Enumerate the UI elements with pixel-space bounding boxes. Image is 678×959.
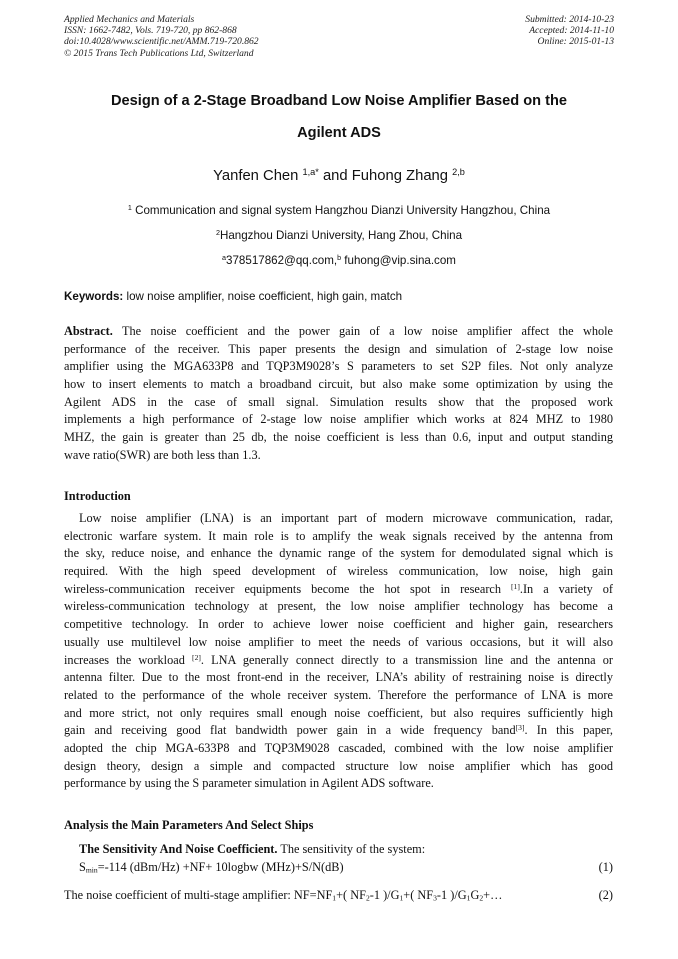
affiliation-text: Hangzhou Dianzi University, Hang Zhou, China	[219, 229, 463, 242]
paragraph-line: and more strict, not only requires small enough noise coefficient, but also requires sufficiently high	[64, 705, 613, 720]
email-link: 378517862@qq.com,	[226, 254, 338, 267]
paragraph-line: wireless-communication receiver equipments become the hot spot in research [1].In a variety of	[64, 581, 613, 596]
author-list	[40, 167, 638, 185]
paragraph-line: performance by using the S parameter simulation in Agilent ADS software.	[64, 776, 434, 791]
author-emails	[40, 254, 638, 268]
abstract-line: implements a high performance of 2-stage low noise amplifier which works at 824 MHZ to 1980	[64, 412, 613, 427]
journal-issn: ISSN: 1662-7482, Vols. 719-720, pp 862-868	[64, 25, 237, 37]
journal-doi: doi:10.4028/www.scientific.net/AMM.719-720.862	[64, 36, 259, 48]
submission-dates	[525, 14, 614, 48]
abstract-label: Abstract.	[64, 324, 113, 338]
keywords-text: low noise amplifier, noise coefficient, high gain, match	[123, 290, 403, 303]
abstract-line: Agilent ADS in the case of small signal. Simulation results show that the proposed work	[64, 394, 613, 409]
paragraph-line: the sky, reduce noise, and enhance the dynamic range of the system for demodulated signal which is	[64, 546, 613, 561]
equation-2: The noise coefficient of multi-stage amplifier: $NF=NF_1+$( $NF_2-1$ )$/G_1+$( $NF_3-1$ )$/G_1G_2+\dots$ (2)	[64, 888, 613, 903]
paragraph-line: competitive technology. In order to achieve lower noise coefficient and higher gain, researchers	[64, 617, 613, 632]
paper-title-line-2: Agilent ADS	[297, 125, 381, 141]
keywords-label: Keywords:	[64, 290, 124, 303]
journal-info	[64, 14, 259, 59]
equation-1: $S_{min}=-114$ (dBm/Hz) +NF+ 10logbw (MHz)+S/N(dB) (1)	[79, 860, 613, 875]
journal-name: Applied Mechanics and Materials	[64, 14, 195, 25]
abstract-line: wave ratio(SWR) are both less than 1.3.	[64, 447, 261, 462]
journal-copyright: © 2015 Trans Tech Publications Ltd, Switzerland	[64, 47, 254, 59]
email-link: fuhong@vip.sina.com	[341, 254, 456, 267]
paragraph-line: increases the workload [2]. LNA generally connect directly to a transmission line and the antenna or	[64, 652, 613, 667]
paragraph-line: Low noise amplifier (LNA) is an important part of modern microwave communication, radar,	[79, 511, 613, 525]
subsection-heading: The Sensitivity And Noise Coefficient.	[79, 842, 278, 856]
keywords	[64, 290, 402, 304]
affiliation-text: Communication and signal system Hangzhou Dianzi University Hangzhou, China	[131, 204, 551, 217]
abstract-line: MHZ, the gain is greater than 25 db, the noise coefficient is less than 0.6, input and output standing	[64, 430, 613, 445]
online-date: Online: 2015-01-13	[537, 36, 614, 48]
author-name: Fuhong Zhang	[351, 168, 449, 184]
section-heading-introduction: Introduction	[64, 489, 131, 503]
submitted-date: Submitted: 2014-10-23	[525, 14, 614, 25]
accepted-date: Accepted: 2014-11-10	[529, 25, 614, 37]
paragraph-line: required. With the high speed development of wireless communication, low noise, high gain	[64, 564, 613, 579]
paragraph-line: wireless-communication technology at present, the low noise amplifier technology has become a	[64, 599, 613, 614]
abstract-line: Abstract. The noise coefficient and the power gain of a low noise amplifier affect the whole	[64, 324, 613, 338]
abstract-line: amplifier using the MGA633P8 and TQP3M9028’s S parameters to set S2P files. Not only analyze	[64, 359, 613, 374]
paragraph-line: design theory, design a simple and compacted structure low noise amplifier which has good	[64, 758, 613, 773]
paper-title-line-1: Design of a 2-Stage Broadband Low Noise Amplifier Based on the	[111, 93, 567, 109]
affiliation-1	[40, 204, 638, 218]
citation-ref: [2]	[192, 652, 201, 662]
citation-ref: [1]	[511, 581, 520, 591]
introduction-paragraph	[64, 510, 613, 793]
citation-ref: [3]	[515, 723, 525, 733]
paragraph-line: gain and receiving good flat bandwidth power gain in a wide frequency band[3]. In this paper,	[64, 723, 613, 738]
abstract	[64, 323, 613, 465]
author-name: Yanfen Chen	[213, 168, 299, 184]
paragraph-line: adopted the chip MGA-633P8 and TQP3M9028 cascaded, combined with the low noise amplifier	[64, 740, 613, 755]
email-marker: b	[337, 253, 342, 263]
paragraph-line: related to the performance of the whole receiver system. Therefore the performance of LNA is more	[64, 687, 613, 702]
subsection-intro	[64, 841, 613, 858]
paragraph-line: antenna filter. Due to the most front-end in the receiver, LNA’s ability of restraining noise is directly	[64, 670, 613, 685]
affiliation-2	[40, 229, 638, 243]
author-affiliation-marker: 1,a*	[302, 166, 319, 177]
equation-number: (1)	[598, 860, 613, 874]
affiliation-marker: 2	[215, 228, 220, 238]
abstract-line: how to insert elements to match a broadband circuit, but also make some optimization by using the	[64, 377, 613, 392]
email-marker: a	[222, 253, 227, 263]
equation-number: (2)	[598, 888, 613, 902]
paragraph-line: usually use multilevel low noise amplifier to meet the needs of various occasions, but it will also	[64, 634, 613, 649]
author-affiliation-marker: 2,b	[452, 166, 465, 177]
paragraph-line: electronic warfare system. It main role is to amplify the weak signals received by the antenna from	[64, 528, 613, 543]
section-heading-analysis: Analysis the Main Parameters And Select Ships	[64, 818, 314, 832]
author-separator: and	[318, 168, 352, 184]
subsection-text: The sensitivity of the system:	[277, 842, 426, 856]
abstract-line: performance of the receiver. This paper presents the design and simulation of 2-stage low noise	[64, 341, 613, 356]
affiliation-marker: 1	[127, 203, 132, 213]
